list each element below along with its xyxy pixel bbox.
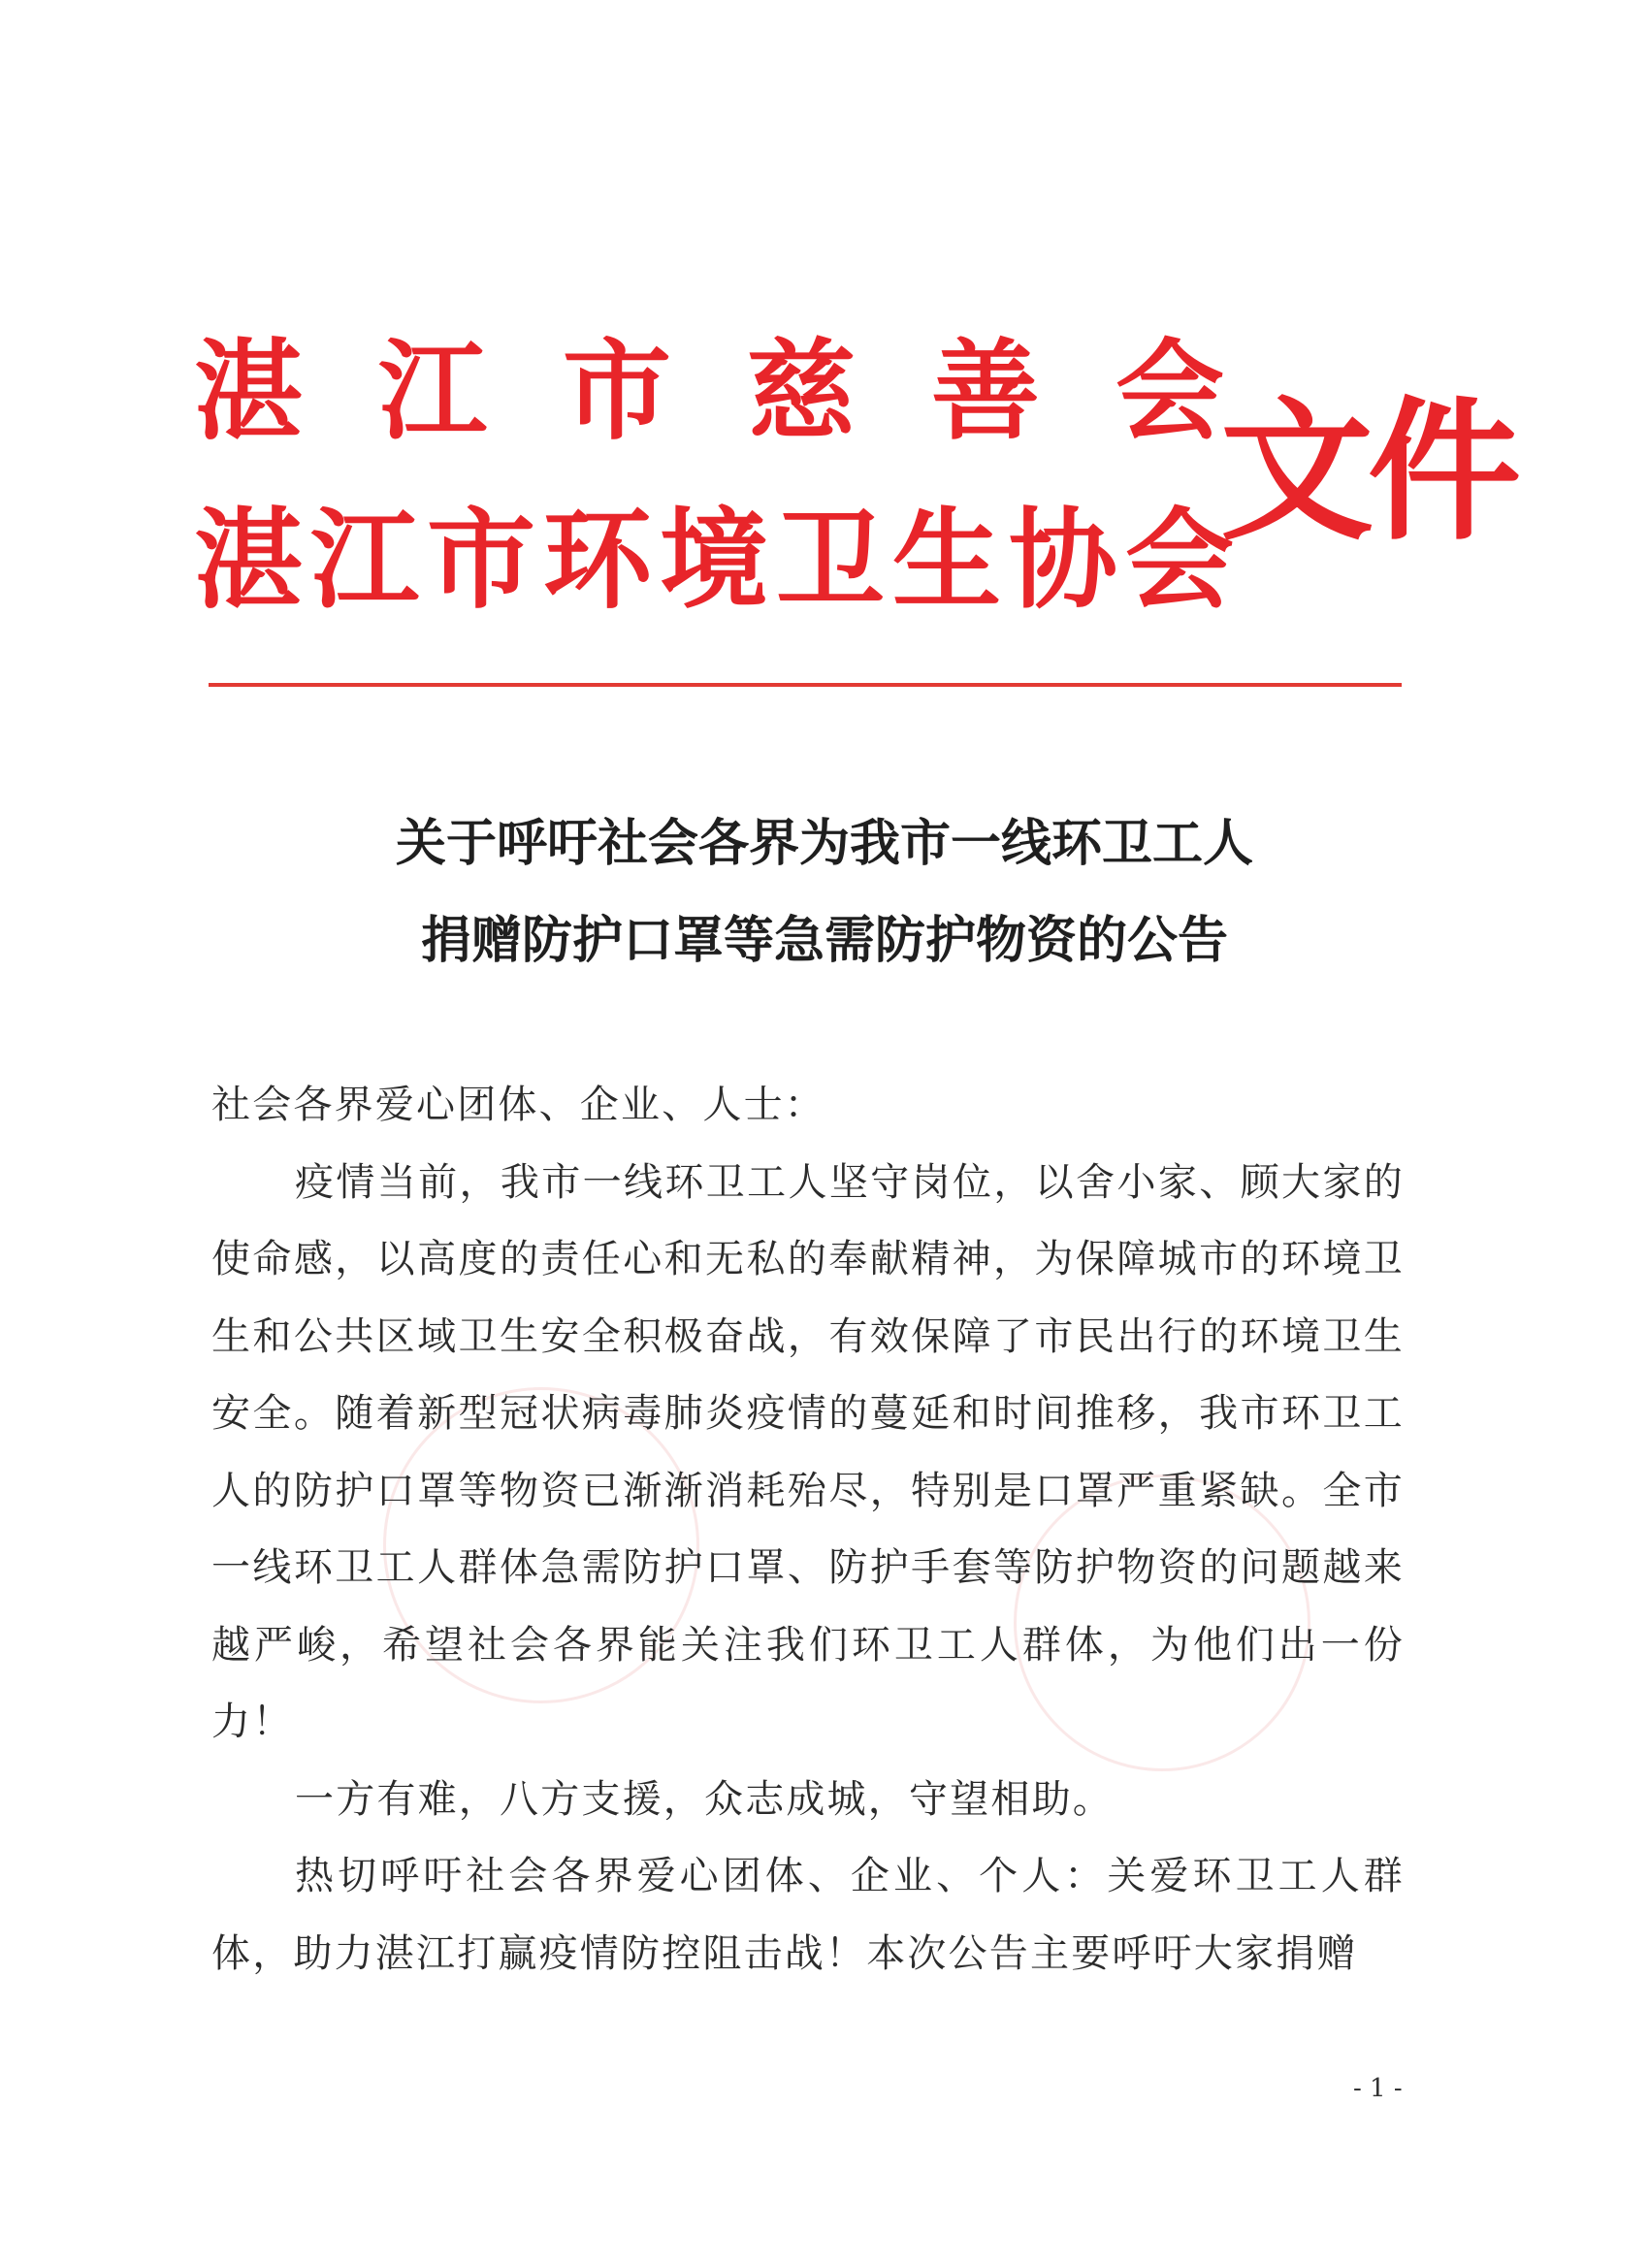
paragraph-2: 一方有难，八方支援，众志成城，守望相助。 [295, 1776, 1114, 1822]
org-name-charity: 湛江市慈善会 [194, 329, 1300, 455]
announcement-title [194, 795, 1455, 989]
title-line-1: 关于呼吁社会各界为我市一线环卫工人 [395, 814, 1253, 873]
red-divider [209, 683, 1402, 687]
page-number: - 1 - [1353, 2074, 1403, 2103]
document-word: 文件 [1220, 383, 1515, 562]
title-line-2: 捐赠防护口罩等急需防护物资的公告 [420, 911, 1228, 970]
masthead [194, 320, 1515, 631]
greeting: 社会各界爱心团体、企业、人士： [211, 1083, 825, 1127]
org-name-sanitation: 湛江市环境卫生协会 [194, 498, 1242, 624]
paragraph-3: 热切呼吁社会各界爱心团体、企业、个人：关爱环卫工人群体，助力湛江打赢疫情防控阻击战！本次公告主要呼吁大家捐赠 [211, 1854, 1405, 1976]
announcement-body [211, 1067, 1405, 1993]
paragraph-1: 疫情当前，我市一线环卫工人坚守岗位，以舍小家、顾大家的使命感，以高度的责任心和无私的奉献精神，为保障城市的环境卫生和公共区域卫生安全积极奋战，有效保障了市民出行的环境卫生安全。随着新型冠状病毒肺炎疫情的蔓延和时间推移，我市环卫工人的防护口罩等物资已渐渐消耗殆尽，特别是口罩严重紧缺。全市一线环卫工人群体急需防护口罩、防护手套等防护物资的问题越来越严峻，希望社会各界能关注我们环卫工人群体，为他们出一份力！ [211, 1159, 1405, 1744]
